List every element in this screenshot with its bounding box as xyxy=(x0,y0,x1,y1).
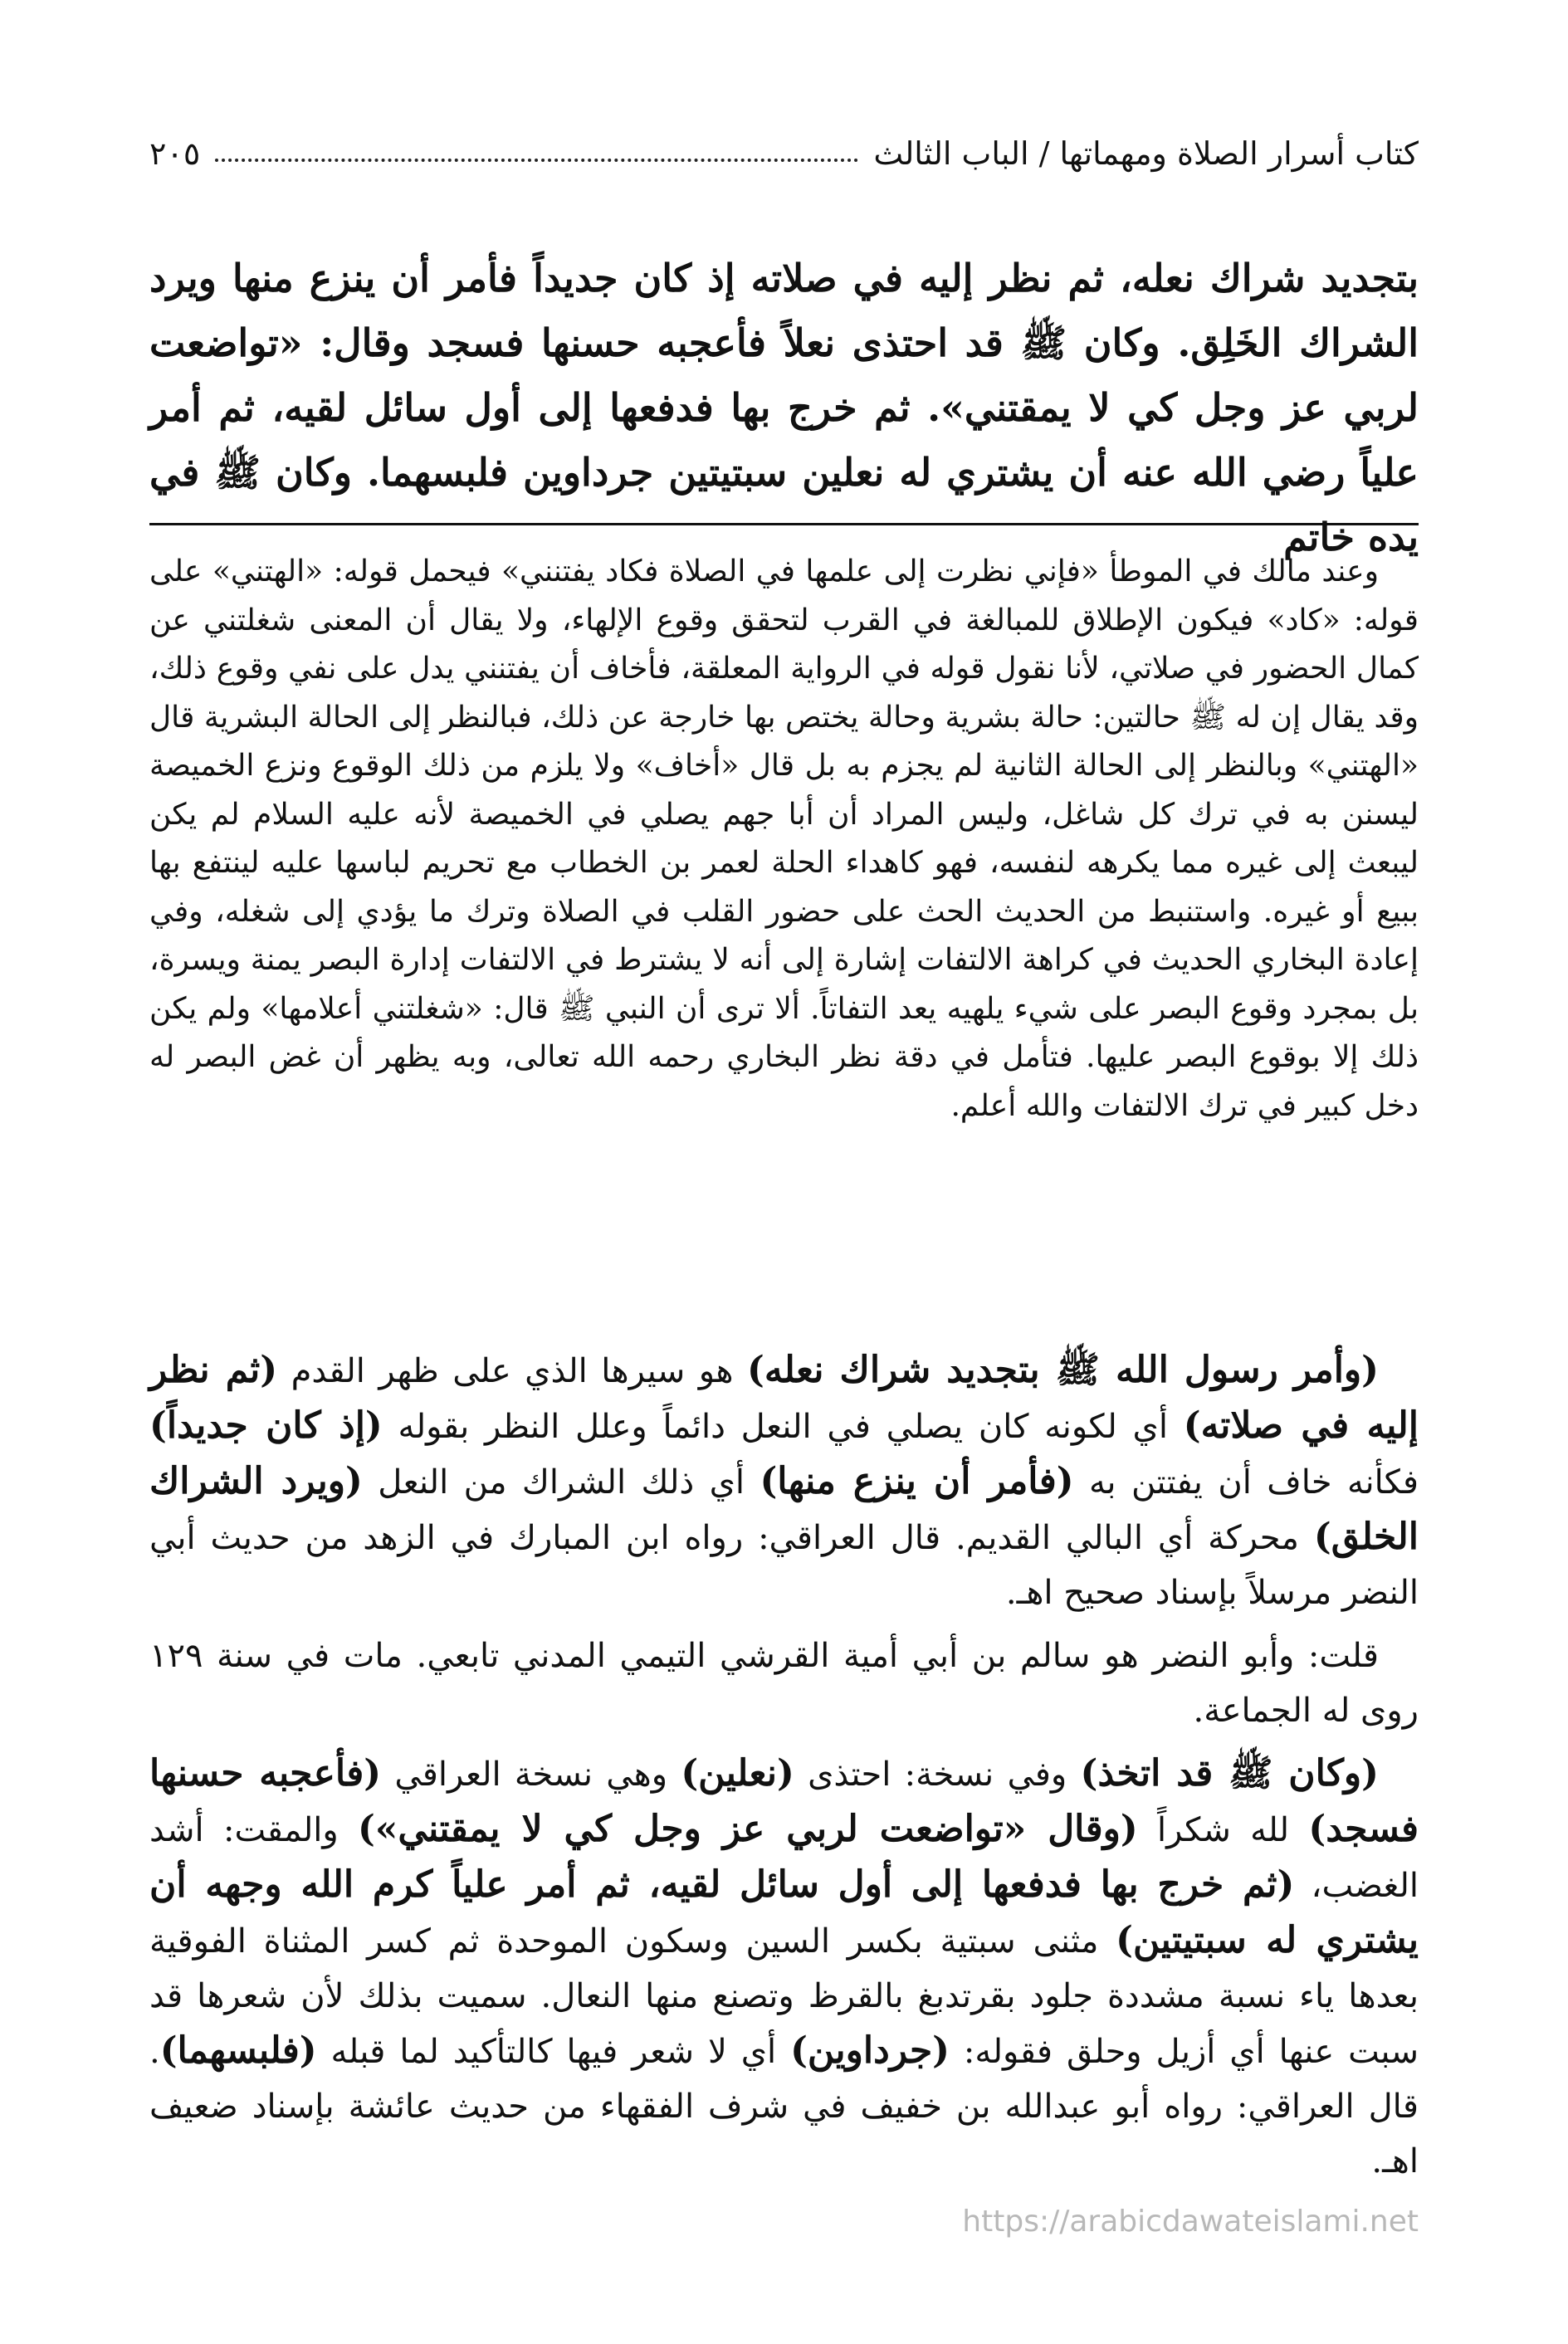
page-number: ٢٠٥ xyxy=(149,135,201,172)
explanation-text: وهي نسخة العراقي xyxy=(381,1756,681,1794)
quoted-phrase: (وقال «تواضعت لربي عز وجل كي لا يمقتني») xyxy=(358,1808,1138,1850)
quoted-phrase: (نعلين) xyxy=(681,1752,794,1795)
explanation-text: مثنى سبتية بكسر السين وسكون الموحدة ثم كسر المثناة الفوقية بعدها ياء نسبة مشددة جلود بقرتدبغ بالقرظ وتصنع منها النعال. سميت بذلك لأن شعرها قد سبت عنها أي أزيل وحلق فقوله: xyxy=(149,1922,1419,2071)
quoted-phrase: (فأعجبه حسنها فسجد) xyxy=(149,1752,1419,1850)
explanation-text: هو سيرها الذي على ظهر القدم xyxy=(277,1352,747,1390)
quoted-phrase: (فلبسهما) xyxy=(159,2029,317,2072)
commentary-notes xyxy=(149,548,1419,1130)
explanation-text: أي ذلك الشراك من النعل xyxy=(362,1463,760,1502)
main-text xyxy=(149,246,1419,569)
notes-paragraph: وعند مالك في الموطأ «فإني نظرت إلى علمها في الصلاة فكاد يفتنني» فيحمل قوله: «الهتني» على قوله: «كاد» فيكون الإطلاق للمبالغة في القرب لتحقق وقوع الإلهاء، ولا يقال أن المعنى شغلتني عن كمال الحضور في صلاتي، لأنا نقول قوله في الرواية المعلقة، فأخاف أن يفتنني يدل على نفي وقوع ذلك، وقد يقال إن له ﷺ حالتين: حالة بشرية وحالة يختص بها خارجة عن ذلك، فبالنظر إلى الحالة البشرية قال «الهتني» وبالنظر إلى الحالة الثانية لم يجزم به بل قال «أخاف» ولا يلزم من ذلك الوقوع ونزع الخميصة ليسنن به في ترك كل شاغل، وليس المراد أن أبا جهم يصلي في الخميصة لأنه عليه السلام لم يكن ليبعث إلى غيره مما يكرهه لنفسه، فهو كاهداء الحلة لعمر بن الخطاب مع تحريم لباسها عليه لينتفع بها ببيع أو غيره. واستنبط من الحديث الحث على حضور القلب في الصلاة وترك ما يؤدي إلى شغله، وفي إعادة البخاري الحديث في كراهة الالتفات إشارة إلى أنه لا يشترط في الالتفات إدارة البصر يمنة ويسرة، بل بمجرد وقوع البصر على شيء يلهيه يعد التفاتاً. ألا ترى أن النبي ﷺ قال: «شغلتني أعلامها» ولم يكن ذلك إلا بوقوع البصر عليها. فتأمل في دقة نظر البخاري رحمه الله تعالى، وبه يظهر أن غض البصر له دخل كبير في ترك الالتفات والله أعلم. xyxy=(149,554,1419,1123)
quoted-phrase: (ثم نظر إليه في صلاته) xyxy=(149,1349,1419,1447)
explanation-text: محركة أي البالي القديم. قال العراقي: رواه ابن المبارك في الزهد من حديث أبي النضر مرسلاً بإسناد صحيح اهـ. xyxy=(149,1519,1419,1612)
sharh-paragraph-2: قلت: وأبو النضر هو سالم بن أبي أمية القرشي التيمي المدني تابعي. مات في سنة ١٢٩ روى له الجماعة. xyxy=(149,1637,1419,1730)
explanation-text: . قال العراقي: رواه أبو عبدالله بن خفيف في شرف الفقهاء من حديث عائشة بإسناد ضعيف اهـ. xyxy=(149,2033,1419,2180)
quoted-phrase: (وأمر رسول الله ﷺ بتجديد شراك نعله) xyxy=(747,1349,1379,1391)
sharh-paragraph-1 xyxy=(149,1343,1419,1620)
quoted-phrase: (جرداوين) xyxy=(790,2029,950,2072)
header-dotted-leader xyxy=(215,159,858,162)
chapter-title: كتاب أسرار الصلاة ومهماتها / الباب الثالث xyxy=(873,135,1419,172)
explanation-text: أي لكونه كان يصلي في النعل دائماً وعلل النظر بقوله xyxy=(382,1408,1184,1446)
quoted-phrase: (فأمر أن ينزع منها) xyxy=(760,1460,1074,1502)
explanation-section xyxy=(149,1343,1419,2197)
explanation-text: والمقت: أشد الغضب، xyxy=(149,1811,1419,1905)
quoted-phrase: (ويرد الشراك الخلق) xyxy=(149,1460,1419,1558)
explanation-text: لله شكراً xyxy=(1137,1811,1309,1849)
explanation-text: وفي نسخة: احتذى xyxy=(794,1756,1081,1794)
separator-rule xyxy=(149,523,1419,525)
quoted-phrase: (إذ كان جديداً) xyxy=(149,1404,383,1447)
quoted-phrase: (ثم خرج بها فدفعها إلى أول سائل لقيه، ثم أمر علياً كرم الله وجهه أن يشتري له سبتيتين) xyxy=(149,1863,1419,1961)
running-header xyxy=(149,125,1419,183)
website-watermark: https://arabicdawateislami.net xyxy=(962,2205,1419,2239)
explanation-text: أي لا شعر فيها كالتأكيد لما قبله xyxy=(316,2033,791,2071)
quoted-phrase: (وكان ﷺ قد اتخذ) xyxy=(1080,1752,1379,1795)
main-text-paragraph: بتجديد شراك نعله، ثم نظر إليه في صلاته إذ كان جديداً فأمر أن ينزع منها ويرد الشراك الخَلِق. وكان ﷺ قد احتذى نعلاً فأعجبه حسنها فسجد وقال: «تواضعت لربي عز وجل كي لا يمقتني». ثم خرج بها فدفعها إلى أول سائل لقيه، ثم أمر علياً رضي الله عنه أن يشتري له نعلين سبتيتين جرداوين فلبسهما. وكان ﷺ في يده خاتم xyxy=(149,256,1419,559)
sharh-paragraph-3 xyxy=(149,1746,1419,2189)
explanation-text: فكأنه خاف أن يفتتن به xyxy=(1073,1463,1419,1502)
